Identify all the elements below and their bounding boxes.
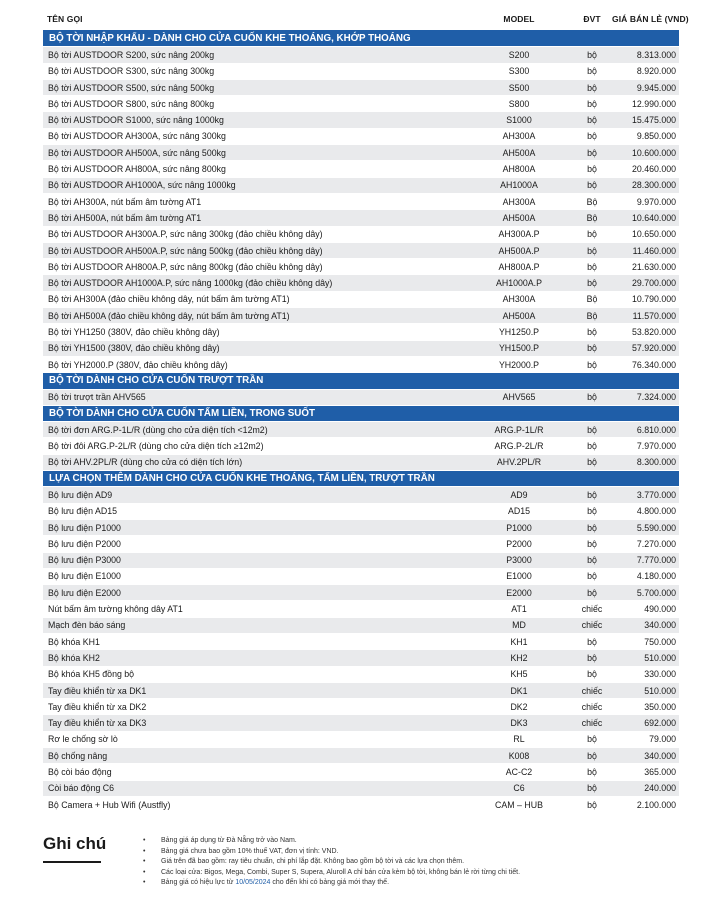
product-price: 7.270.000: [636, 538, 676, 549]
product-name: Bộ tời AUSTDOOR S200, sức nâng 200kg: [48, 49, 215, 60]
table-row: [43, 324, 679, 340]
product-unit: bộ: [587, 489, 597, 500]
product-name: Bộ tời AHV.2PL/R (dùng cho cửa có diện tích lớn): [48, 457, 243, 468]
product-name: Còi báo động C6: [48, 783, 115, 794]
product-model: RL: [513, 734, 525, 745]
section-header: BỘ TỜI DÀNH CHO CỬA CUỐN TRƯỢT TRẦN: [43, 373, 679, 389]
product-price: 510.000: [644, 685, 676, 696]
product-name: Bộ còi báo động: [48, 767, 112, 777]
product-name: Bộ tời AUSTDOOR S300, sức nâng 300kg: [48, 66, 215, 77]
table-row: [43, 715, 679, 731]
product-name: Bộ khóa KH2: [48, 652, 100, 663]
product-price: 53.820.000: [631, 326, 676, 337]
product-price: 28.300.000: [631, 180, 676, 191]
table-row: [43, 96, 679, 112]
note-item: [143, 847, 520, 858]
bullet-icon: •: [143, 847, 146, 855]
notes-underline: [43, 861, 101, 863]
product-name: Bộ chống nâng: [48, 750, 108, 761]
notes-list: [143, 836, 520, 889]
product-unit: chiếc: [581, 701, 603, 712]
product-model: AH300A: [502, 294, 536, 305]
product-unit: chiếc: [581, 718, 603, 729]
product-name: Bộ tời AUSTDOOR AH800A.P, sức nâng 800kg (đảo chiều không dây): [48, 261, 323, 272]
product-model: P1000: [506, 522, 532, 533]
header-unit: ĐVT: [583, 14, 601, 24]
product-name: Tay điều khiển từ xa DK3: [48, 718, 147, 729]
product-unit: bộ: [587, 180, 597, 191]
product-unit: bộ: [587, 506, 597, 517]
table-row: [43, 194, 679, 210]
product-price: 4.180.000: [636, 571, 676, 582]
product-name: Mạch đèn báo sáng: [48, 620, 126, 631]
product-price: 79.000: [649, 734, 676, 745]
product-price: 7.324.000: [636, 392, 676, 403]
product-unit: bộ: [587, 261, 597, 272]
product-name: Bộ tời AUSTDOOR AH500A.P, sức nâng 500kg (đảo chiều không dây): [48, 245, 323, 256]
note-item: [143, 836, 520, 847]
product-price: 7.770.000: [636, 555, 676, 566]
product-model: KH1: [510, 636, 528, 647]
product-name: Bộ lưu điện AD9: [48, 489, 113, 500]
table-row: [43, 390, 679, 406]
product-price: 10.790.000: [631, 294, 676, 305]
table-row: [43, 80, 679, 96]
product-price: 76.340.000: [631, 359, 676, 370]
product-name: Bộ tời AUSTDOOR S800, sức nâng 800kg: [48, 98, 215, 109]
table-row: [43, 520, 679, 536]
product-unit: bộ: [587, 49, 597, 60]
product-model: E2000: [506, 587, 532, 598]
product-unit: bộ: [587, 164, 597, 175]
table-row: [43, 64, 679, 80]
table-row: [43, 275, 679, 291]
product-price: 2.100.000: [636, 799, 676, 810]
table-row: [43, 178, 679, 194]
product-model: S200: [508, 49, 530, 60]
product-name: Bộ tời YH2000.P (380V, đảo chiều không dây): [48, 359, 228, 370]
header-name: TÊN GỌI: [47, 14, 83, 24]
product-model: AH500A.P: [498, 245, 540, 256]
product-price: 20.460.000: [631, 164, 676, 175]
product-unit: bộ: [587, 799, 597, 810]
product-model: AT1: [511, 604, 527, 615]
product-unit: bộ: [587, 457, 597, 468]
product-unit: bộ: [587, 98, 597, 109]
product-unit: bộ: [587, 424, 597, 435]
product-price: 15.475.000: [631, 115, 676, 126]
product-unit: bộ: [587, 326, 597, 337]
table-row: [43, 422, 679, 438]
product-price: 4.800.000: [636, 506, 676, 517]
product-name: Tay điều khiển từ xa DK2: [48, 701, 147, 712]
product-unit: bộ: [587, 587, 597, 598]
table-row: [43, 667, 679, 683]
product-unit: bộ: [587, 82, 597, 93]
table-row: [43, 308, 679, 324]
product-model: KH2: [510, 652, 528, 663]
product-model: AHV.2PL/R: [496, 457, 542, 468]
product-name: Nút bấm âm tường không dây AT1: [48, 604, 183, 615]
product-name: Bộ Camera + Hub Wifi (Austfly): [48, 799, 171, 810]
product-model: AC-C2: [505, 767, 533, 777]
product-model: AH500A: [502, 212, 536, 223]
product-price: 6.810.000: [636, 424, 676, 435]
table-row: [43, 699, 679, 715]
product-model: YH2000.P: [498, 359, 540, 370]
product-price: 10.650.000: [631, 229, 676, 240]
bullet-icon: •: [143, 879, 146, 887]
product-unit: bộ: [587, 278, 597, 289]
product-name: Bộ khóa KH1: [48, 636, 100, 647]
product-name: Bộ tời AH300A (đảo chiều không dây, nút bấm âm tường AT1): [48, 294, 290, 305]
product-price: 365.000: [644, 767, 676, 777]
product-unit: chiếc: [581, 604, 603, 615]
table-row: [43, 227, 679, 243]
product-name: Bộ lưu điện P1000: [48, 522, 121, 533]
product-price: 12.990.000: [631, 98, 676, 109]
note-item: [143, 857, 520, 868]
product-name: Bộ khóa KH5 đồng bộ: [48, 669, 135, 680]
product-name: Bộ tời AUSTDOOR S1000, sức nâng 1000kg: [48, 115, 224, 126]
table-row: [43, 618, 679, 634]
table-row: [43, 504, 679, 520]
product-model: S800: [508, 98, 530, 109]
table-row: [43, 797, 679, 813]
product-unit: Bộ: [586, 212, 598, 223]
table-row: [43, 438, 679, 454]
product-name: Bộ tời AH300A, nút bấm âm tường AT1: [48, 196, 202, 207]
product-unit: chiếc: [581, 620, 603, 631]
product-model: AH800A.P: [498, 261, 540, 272]
product-model: AH300A: [502, 196, 536, 207]
product-price: 8.300.000: [636, 457, 676, 468]
product-name: Bộ tời AH500A (đảo chiều không dây, nút bấm âm tường AT1): [48, 310, 290, 321]
product-model: C6: [513, 783, 525, 794]
product-model: MD: [512, 620, 526, 631]
product-unit: bộ: [587, 229, 597, 240]
bullet-icon: •: [143, 858, 146, 866]
table-row: [43, 341, 679, 357]
product-price: 11.460.000: [632, 245, 676, 256]
bullet-icon: •: [143, 868, 146, 876]
product-model: DK3: [510, 718, 528, 729]
product-unit: bộ: [587, 750, 597, 761]
product-model: AH1000A: [500, 180, 538, 191]
product-unit: bộ: [587, 522, 597, 533]
product-price: 10.600.000: [631, 147, 676, 158]
product-price: 5.590.000: [636, 522, 676, 533]
product-name: Bộ tời YH1500 (380V, đảo chiều không dây): [48, 343, 220, 354]
product-price: 29.700.000: [631, 278, 676, 289]
note-text: Các loại cửa: Bigos, Mega, Combi, Super S, Supera, Aluroll A chỉ bán cửa kèm bộ tời, không bán lẻ rời từng chi tiết.: [161, 868, 521, 876]
product-name: Bộ tời YH1250 (380V, đảo chiều không dây): [48, 326, 220, 337]
product-model: AH500A: [502, 147, 536, 158]
table-row: [43, 292, 679, 308]
product-model: S300: [508, 66, 530, 77]
product-price: 330.000: [644, 669, 676, 680]
product-price: 9.970.000: [636, 196, 676, 207]
product-model: AH800A: [502, 164, 536, 175]
table-row: [43, 569, 679, 585]
table-row: [43, 210, 679, 226]
note-text: Bảng giá áp dụng từ Đà Nẵng trở vào Nam.: [161, 837, 297, 844]
product-price: 340.000: [644, 750, 676, 761]
product-model: AH300A.P: [498, 229, 540, 240]
note-text: Bảng giá có hiệu lực từ: [161, 879, 236, 887]
table-row: [43, 748, 679, 764]
product-model: AD9: [510, 489, 528, 500]
product-name: Bộ lưu điện AD15: [48, 506, 117, 517]
product-name: Tay điều khiển từ xa DK1: [48, 685, 147, 696]
product-name: Bộ lưu điện E2000: [48, 587, 121, 598]
notes-block: [43, 832, 679, 902]
note-item: [143, 868, 520, 879]
product-model: KH5: [510, 669, 528, 680]
table-row: [43, 129, 679, 145]
table-row: [43, 47, 679, 63]
product-name: Bộ tời đôi ARG.P-2L/R (dùng cho cửa diện tích ≥12m2): [48, 441, 264, 452]
product-model: S1000: [506, 115, 532, 126]
product-price: 21.630.000: [631, 261, 676, 272]
product-unit: bộ: [587, 669, 597, 680]
product-model: AH300A: [502, 131, 536, 142]
product-unit: bộ: [587, 131, 597, 142]
product-name: Bộ tời AH500A, nút bấm âm tường AT1: [48, 212, 202, 223]
product-model: CAM – HUB: [495, 799, 543, 810]
note-item: [143, 878, 520, 889]
product-model: AD15: [507, 506, 530, 517]
table-row: [43, 112, 679, 128]
product-unit: bộ: [587, 571, 597, 582]
product-unit: Bộ: [586, 196, 598, 207]
table-row: [43, 732, 679, 748]
product-price: 750.000: [644, 636, 676, 647]
product-unit: bộ: [587, 245, 597, 256]
product-model: YH1250.P: [498, 326, 540, 337]
product-model: DK1: [510, 685, 528, 696]
product-unit: bộ: [587, 652, 597, 663]
product-unit: bộ: [587, 767, 597, 777]
table-row: [43, 650, 679, 666]
table-row: [43, 601, 679, 617]
table-row: [43, 357, 679, 373]
price-sheet: [43, 8, 689, 813]
product-unit: bộ: [587, 115, 597, 126]
product-unit: bộ: [587, 734, 597, 745]
effective-date: 10/05/2024: [235, 879, 271, 887]
product-price: 8.313.000: [636, 49, 676, 60]
note-text: Bảng giá chưa bao gồm 10% thuế VAT, đơn vị tính: VND.: [161, 847, 339, 855]
product-name: Rơ le chống sờ lò: [48, 734, 118, 745]
product-model: P3000: [506, 555, 532, 566]
product-price: 340.000: [644, 620, 676, 631]
notes-title: Ghi chú: [43, 834, 107, 853]
product-name: Bộ tời AUSTDOOR AH300A.P, sức nâng 300kg (đảo chiều không dây): [48, 229, 323, 240]
product-model: S500: [508, 82, 530, 93]
product-name: Bộ lưu điện P3000: [48, 555, 121, 566]
product-model: AH1000A.P: [496, 278, 542, 289]
product-model: K008: [508, 750, 530, 761]
product-name: Bộ tời đơn ARG.P-1L/R (dùng cho cửa diện tích <12m2): [48, 424, 268, 435]
product-unit: bộ: [587, 636, 597, 647]
product-name: Bộ tời AUSTDOOR AH500A, sức nâng 500kg: [48, 147, 226, 158]
product-price: 490.000: [644, 604, 676, 615]
product-price: 240.000: [644, 783, 676, 794]
table-row: [43, 243, 679, 259]
bullet-icon: •: [143, 837, 146, 844]
table-row: [43, 781, 679, 797]
product-model: DK2: [510, 701, 528, 712]
product-name: Bộ tời AUSTDOOR S500, sức nâng 500kg: [48, 82, 215, 93]
product-price: 692.000: [644, 718, 676, 729]
table-row: [43, 683, 679, 699]
table-row: [43, 536, 679, 552]
product-price: 8.920.000: [636, 66, 676, 77]
table-row: [43, 764, 679, 780]
table-row: [43, 259, 679, 275]
product-name: Bộ tời AUSTDOOR AH800A, sức nâng 800kg: [48, 164, 226, 175]
product-unit: bộ: [587, 147, 597, 158]
product-unit: bộ: [587, 66, 597, 77]
product-unit: bộ: [587, 392, 597, 403]
product-name: Bộ tời AUSTDOOR AH1000A, sức nâng 1000kg: [48, 180, 236, 191]
header-model: MODEL: [503, 14, 535, 24]
table-row: [43, 145, 679, 161]
product-unit: bộ: [587, 441, 597, 452]
table-header: [43, 8, 689, 30]
product-model: E1000: [506, 571, 532, 582]
product-unit: bộ: [587, 538, 597, 549]
product-model: P2000: [506, 538, 532, 549]
product-name: Bộ lưu điện P2000: [48, 538, 121, 549]
product-model: AHV565: [502, 392, 536, 403]
table-body: [43, 31, 679, 813]
header-price: GIÁ BÁN LẺ (VND): [612, 14, 689, 24]
table-row: [43, 585, 679, 601]
product-price: 57.920.000: [631, 343, 676, 354]
table-row: [43, 455, 679, 471]
product-price: 9.850.000: [636, 131, 676, 142]
table-row: [43, 487, 679, 503]
product-price: 5.700.000: [636, 587, 676, 598]
product-price: 7.970.000: [636, 441, 676, 452]
table-row: [43, 634, 679, 650]
product-price: 9.945.000: [636, 82, 676, 93]
product-name: Bộ tời trượt trần AHV565: [48, 392, 146, 403]
product-model: YH1500.P: [498, 343, 540, 354]
product-model: ARG.P-2L/R: [494, 441, 544, 452]
note-text: cho đến khi có bảng giá mới thay thế.: [270, 879, 390, 887]
product-price: 10.640.000: [631, 212, 676, 223]
section-header: BỘ TỜI NHẬP KHẨU - DÀNH CHO CỬA CUỐN KHE THOÁNG, KHỚP THOÁNG: [43, 31, 679, 47]
product-name: Bộ tời AUSTDOOR AH1000A.P, sức nâng 1000kg (đảo chiều không dây): [48, 278, 333, 289]
product-name: Bộ lưu điện E1000: [48, 571, 121, 582]
product-price: 3.770.000: [636, 489, 676, 500]
product-unit: bộ: [587, 555, 597, 566]
product-unit: bộ: [587, 343, 597, 354]
product-model: AH500A: [502, 310, 536, 321]
product-price: 11.570.000: [632, 310, 676, 321]
product-unit: Bộ: [586, 310, 598, 321]
product-model: ARG.P-1L/R: [494, 424, 544, 435]
product-name: Bộ tời AUSTDOOR AH300A, sức nâng 300kg: [48, 131, 226, 142]
product-unit: Bộ: [586, 294, 598, 305]
product-price: 350.000: [644, 701, 676, 712]
product-unit: chiếc: [581, 685, 603, 696]
product-unit: bộ: [587, 359, 597, 370]
table-row: [43, 553, 679, 569]
product-price: 510.000: [644, 652, 676, 663]
product-unit: bộ: [587, 783, 597, 794]
section-header: LỰA CHỌN THÊM DÀNH CHO CỬA CUỐN KHE THOÁNG, TẤM LIỀN, TRƯỢT TRẦN: [43, 471, 679, 487]
note-text: Giá trên đã bao gồm: ray tiêu chuẩn, chi phí lắp đặt. Không bao gồm bộ tời và các lựa chọn thêm.: [161, 858, 465, 866]
section-header: BỘ TỜI DÀNH CHO CỬA CUỐN TẤM LIỀN, TRONG SUỐT: [43, 406, 679, 422]
table-row: [43, 161, 679, 177]
